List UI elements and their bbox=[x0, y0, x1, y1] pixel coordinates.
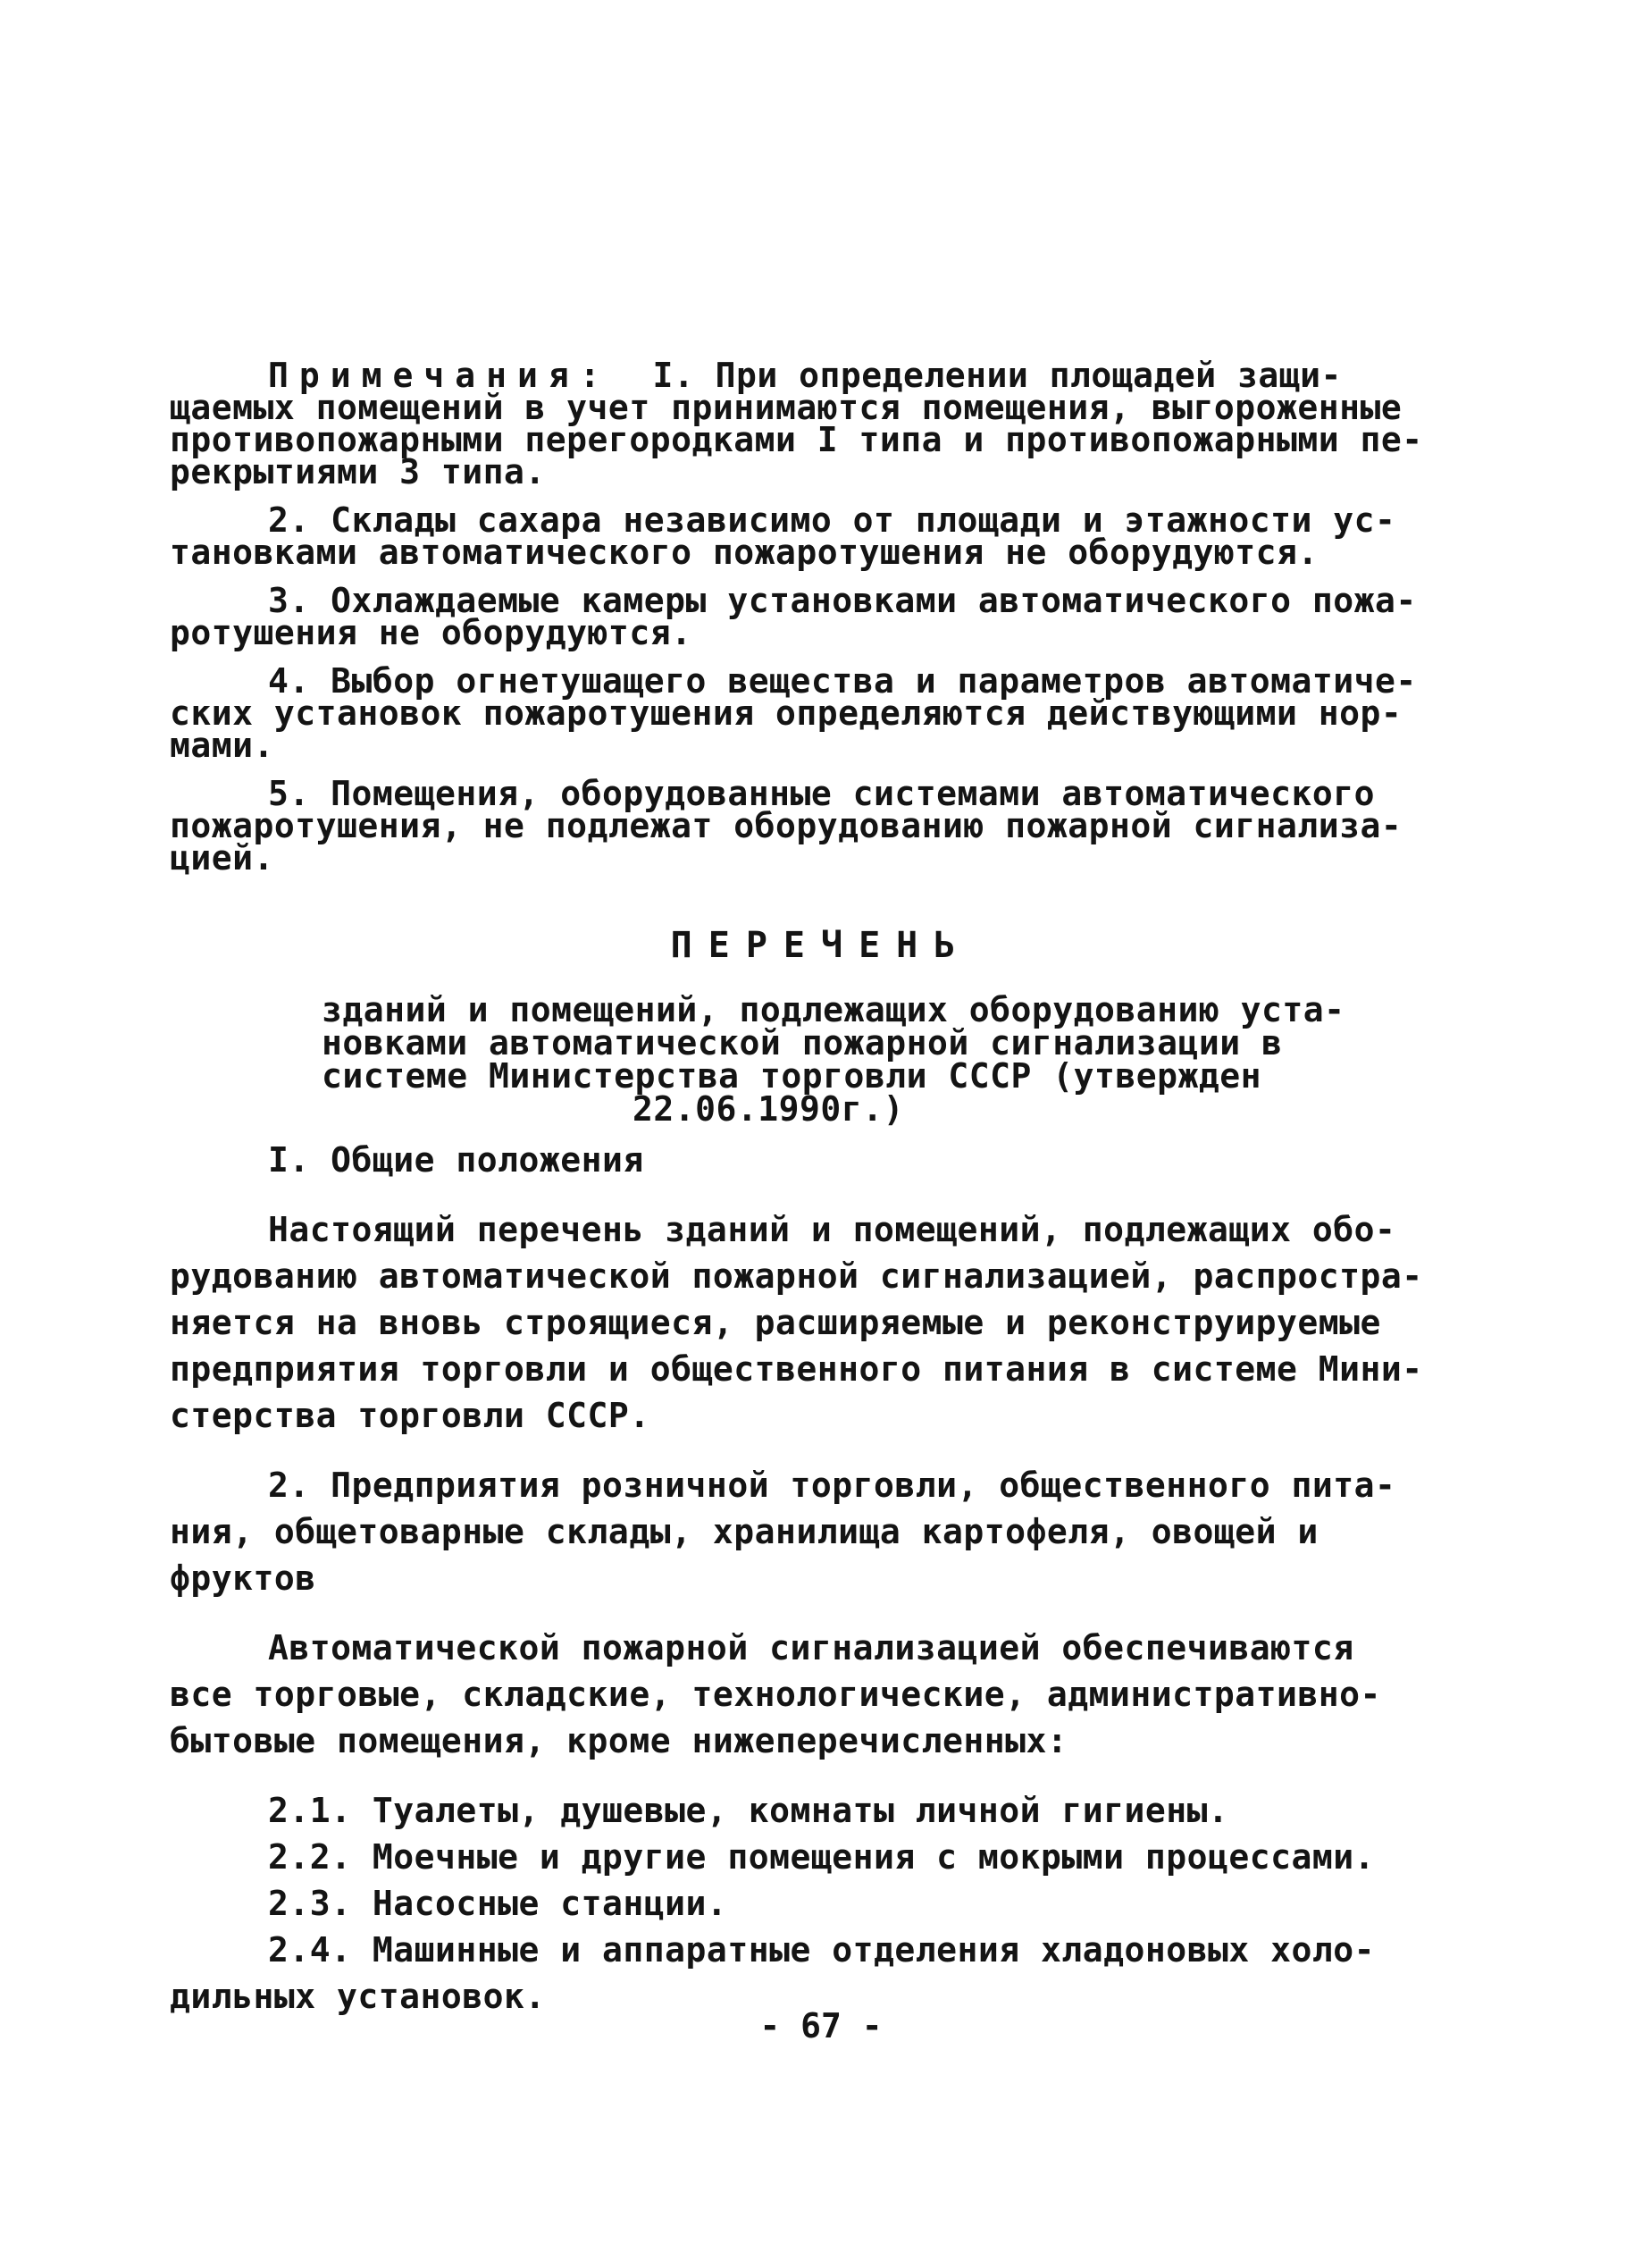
notes-line: мами. bbox=[170, 726, 274, 765]
document-title: ПЕРЕЧЕНЬ bbox=[670, 925, 972, 966]
notes-line: 3. Охлаждаемые камеры установками автоматического пожа- bbox=[268, 581, 1417, 620]
notes-line-text: I. При определении площадей защи- bbox=[652, 356, 1342, 395]
body-line: Настоящий перечень зданий и помещений, подлежащих обо- bbox=[268, 1210, 1396, 1249]
notes-line: 2. Склады сахара независимо от площади и этажности ус- bbox=[268, 500, 1396, 540]
body-line: Автоматической пожарной сигнализацией обеспечиваются bbox=[268, 1628, 1354, 1667]
body-line: няется на вновь строящиеся, расширяемые и реконструируемые bbox=[170, 1303, 1381, 1342]
body-line: бытовые помещения, кроме нижеперечисленных: bbox=[170, 1721, 1068, 1760]
body-line: фруктов bbox=[170, 1558, 316, 1598]
notes-line: ских установок пожаротушения определяются действующими нор- bbox=[170, 693, 1403, 733]
notes-line: противопожарными перегородками I типа и противопожарными пе- bbox=[170, 420, 1423, 459]
notes-line bbox=[170, 356, 1342, 395]
subtitle-line: 22.06.1990г.) bbox=[633, 1089, 904, 1129]
notes-line: тановками автоматического пожаротушения не оборудуются. bbox=[170, 533, 1319, 572]
notes-line: пожаротушения, не подлежат оборудованию пожарной сигнализа- bbox=[170, 806, 1403, 845]
subtitle-line: зданий и помещений, подлежащих оборудованию уста- bbox=[322, 990, 1345, 1029]
notes-line: 4. Выбор огнетушащего вещества и параметров автоматиче- bbox=[268, 661, 1417, 701]
list-item: 2.4. Машинные и аппаратные отделения хладоновых холо- bbox=[268, 1930, 1376, 1970]
notes-line: 5. Помещения, оборудованные системами автоматического bbox=[268, 774, 1376, 813]
list-item: 2.3. Насосные станции. bbox=[268, 1884, 728, 1923]
body-line: стерства торговли СССР. bbox=[170, 1396, 650, 1435]
list-item: дильных установок. bbox=[170, 1977, 546, 2016]
notes-heading-word: Примечания: bbox=[268, 356, 611, 395]
notes-line: щаемых помещений в учет принимаются помещения, выгороженные bbox=[170, 388, 1403, 427]
body-line: ния, общетоварные склады, хранилища картофеля, овощей и bbox=[170, 1512, 1319, 1551]
section-heading: I. Общие положения bbox=[268, 1140, 644, 1180]
body-line: 2. Предприятия розничной торговли, общественного пита- bbox=[268, 1466, 1396, 1505]
page-number: - 67 - bbox=[759, 2006, 883, 2045]
body-line: все торговые, складские, технологические, административно- bbox=[170, 1675, 1381, 1714]
subtitle-line: системе Министерства торговли СССР (утвержден bbox=[322, 1056, 1262, 1096]
body-line: предприятия торговли и общественного питания в системе Мини- bbox=[170, 1349, 1423, 1389]
notes-line: рекрытиями 3 типа. bbox=[170, 452, 546, 491]
subtitle-line: новками автоматической пожарной сигнализации в bbox=[322, 1023, 1283, 1063]
notes-line: ротушения не оборудуются. bbox=[170, 613, 692, 652]
notes-block bbox=[170, 356, 1423, 878]
section-general-provisions bbox=[170, 1137, 1423, 2020]
list-item: 2.1. Туалеты, душевые, комнаты личной гигиены. bbox=[268, 1791, 1229, 1830]
body-line: рудованию автоматической пожарной сигнализацией, распростра- bbox=[170, 1256, 1423, 1296]
list-item: 2.2. Моечные и другие помещения с мокрыми процессами. bbox=[268, 1837, 1376, 1877]
notes-line: цией. bbox=[170, 838, 274, 878]
document-subtitle bbox=[322, 990, 1345, 1129]
